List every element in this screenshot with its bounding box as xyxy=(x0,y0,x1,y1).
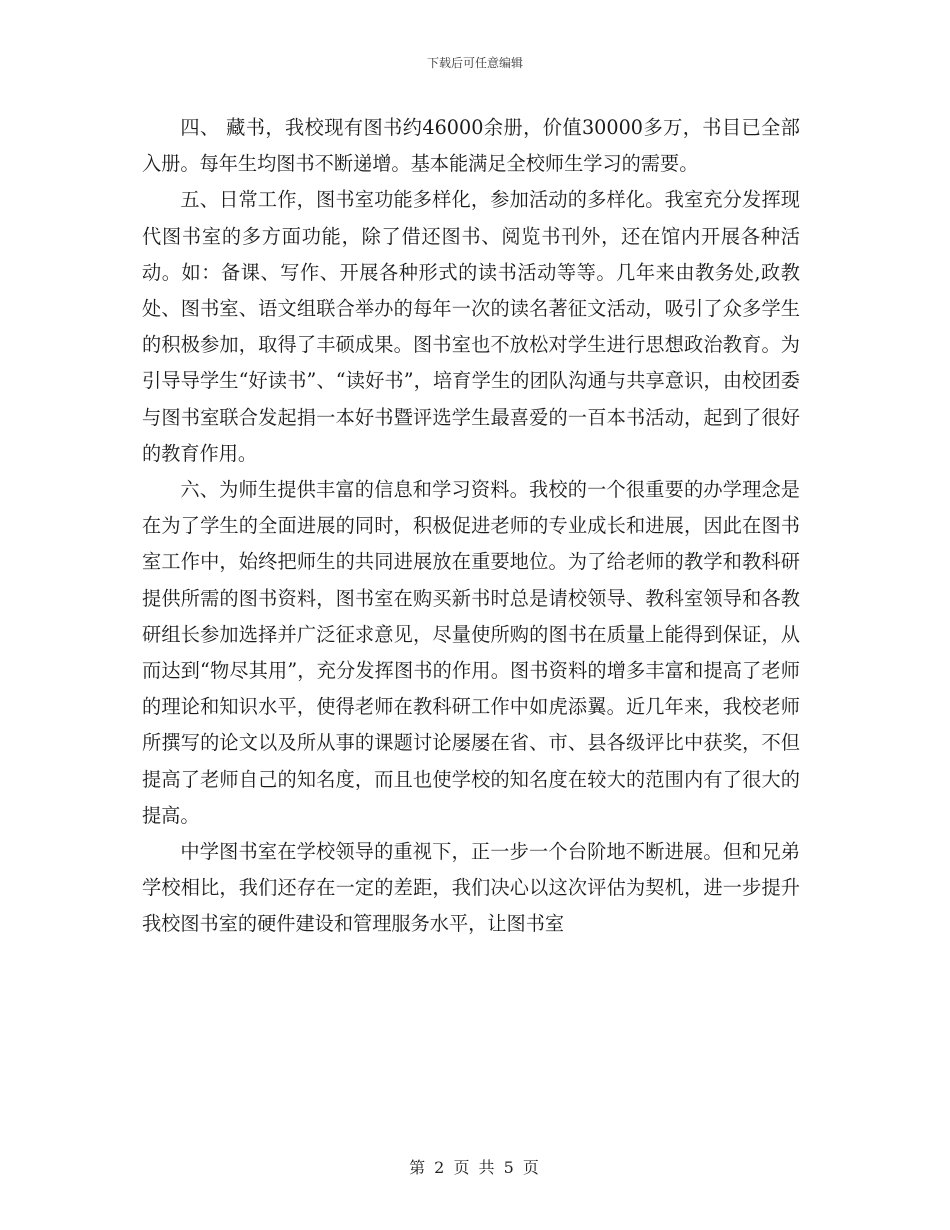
paragraph-conclusion: 中学图书室在学校领导的重视下，正一步一个台阶地不断进展。但和兄弟学校相比，我们还存在一定的差距，我们决心以这次评估为契机，进一步提升我校图书室的硬件建设和管理服务水平，让图书室 xyxy=(142,840,800,936)
page-header: 下载后可任意编辑 xyxy=(426,56,523,70)
paragraph-information-resources: 六、为师生提供丰富的信息和学习资料。我校的一个很重要的办学理念是在为了学生的全面进展的同时，积极促进老师的专业成长和进展，因此在图书室工作中，始终把师生的共同进展放在重要地位。为了给老师的教学和教科研提供所需的图书资料，图书室在购买新书时总是请校领导、教科室领导和各教研组长参加选择并广泛征求意见，尽量使所购的图书在质量上能得到保证，从而达到“物尽其用”，充分发挥图书的作用。图书资料的增多丰富和提高了老师的理论和知识水平，使得老师在教科研工作中如虎添翼。近几年来，我校老师所撰写的论文以及所从事的课题讨论屡屡在省、市、县各级评比中获奖，不但提高了老师自己的知名度，而且也使学校的知名度在较大的范围内有了很大的提高。 xyxy=(142,478,800,827)
page-number: 第 2 页 共 5 页 xyxy=(409,1158,541,1177)
paragraph-collection: 四、 藏书，我校现有图书约46000余册，价值30000多万，书目已全部入册。每年生均图书不断递增。基本能满足全校师生学习的需要。 xyxy=(142,116,800,176)
document-body xyxy=(142,110,800,943)
paragraph-daily-work: 五、日常工作，图书室功能多样化，参加活动的多样化。我室充分发挥现代图书室的多方面功能，除了借还图书、阅览书刊外，还在馆内开展各种活动。如：备课、写作、开展各种形式的读书活动等等。几年来由教务处,政教处、图书室、语文组联合举办的每年一次的读名著征文活动，吸引了众多学生的积极参加，取得了丰硕成果。图书室也不放松对学生进行思想政治教育。为引导导学生“好读书”、“读好书”，培育学生的团队沟通与共享意识，由校团委与图书室联合发起捐一本好书暨评选学生最喜爱的一百本书活动，起到了很好的教育作用。 xyxy=(142,188,800,465)
